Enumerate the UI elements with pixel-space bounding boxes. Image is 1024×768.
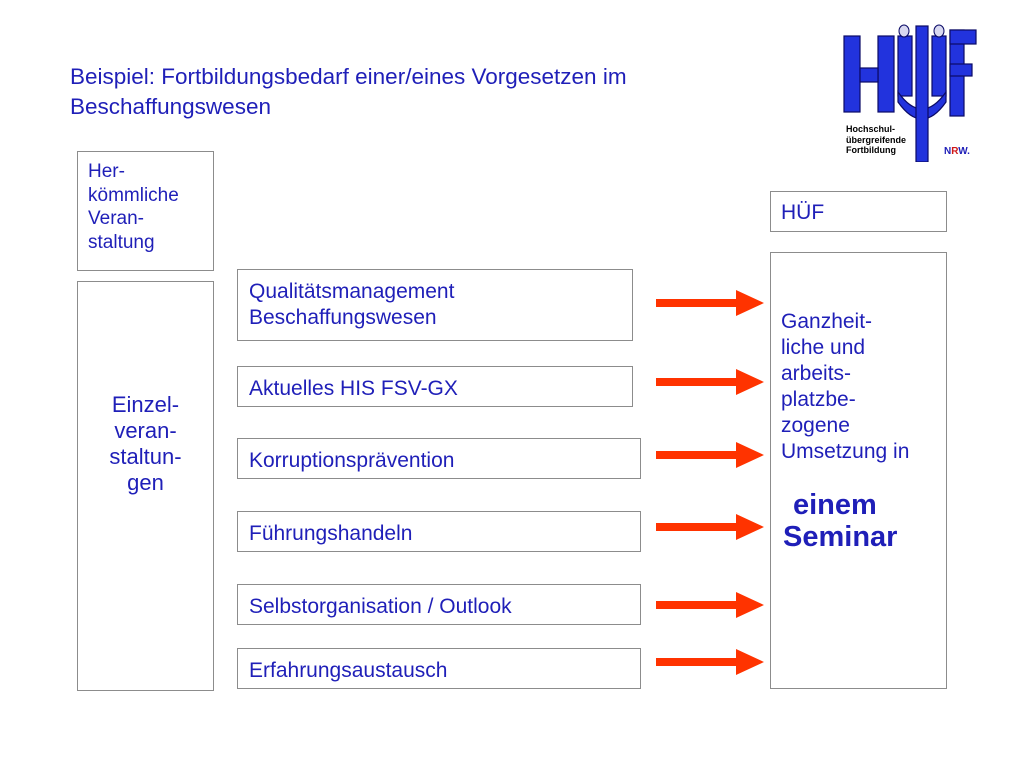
topic-box: Führungshandeln [237, 511, 641, 552]
logo-caption [846, 124, 906, 156]
topic-box: Aktuelles HIS FSV-GX [237, 366, 633, 407]
conventional-line: Her- [88, 161, 125, 182]
single-events-line: veran- [114, 418, 177, 443]
logo-line: übergreifende [846, 134, 907, 145]
right-arrow-icon [656, 288, 766, 318]
description-line: Ganzheit- [781, 310, 873, 333]
topic-box: Selbstorganisation / Outlook [237, 584, 641, 625]
topic-box: Korruptionsprävention [237, 438, 641, 479]
conventional-line: Veran- [88, 208, 144, 229]
description-line: liche und [781, 336, 866, 359]
emphasis-line: einem [793, 489, 877, 521]
logo-nrw [944, 146, 970, 157]
topic-box: Qualitätsmanagement Beschaffungswesen [237, 269, 633, 341]
right-arrow-icon [656, 367, 766, 397]
conventional-event-box [77, 151, 214, 271]
single-events-line: Einzel- [111, 392, 180, 417]
right-arrow-icon [656, 512, 766, 542]
emphasis-line: Seminar [783, 521, 898, 553]
seminar-emphasis [783, 489, 946, 553]
integrated-seminar-box [770, 252, 947, 689]
single-events-line: staltun- [109, 444, 182, 469]
logo-nrw-r: R [951, 146, 959, 157]
single-events-box [77, 281, 214, 691]
conventional-line: staltung [88, 231, 155, 253]
right-arrow-icon [656, 590, 766, 620]
right-arrow-icon [656, 647, 766, 677]
description-line: Umsetzung in [781, 440, 910, 463]
logo-line: Hochschul- [846, 124, 896, 134]
description-line: zogene [781, 414, 850, 437]
right-arrow-icon [656, 440, 766, 470]
logo-nrw-w: W. [958, 146, 970, 157]
logo-line: Fortbildung [846, 145, 896, 155]
description-line: arbeits- [781, 362, 852, 385]
slide-title: Beispiel: Fortbildungsbedarf einer/eines Vorgesetzen im Beschaffungswesen [70, 64, 627, 119]
huef-header-box: HÜF [770, 191, 947, 232]
topic-box: Erfahrungsaustausch [237, 648, 641, 689]
logo-nrw-n: N [944, 146, 952, 157]
single-events-line: gen [127, 470, 164, 495]
conventional-line: kömmliche [88, 184, 179, 206]
description-line: platzbe- [781, 388, 856, 411]
